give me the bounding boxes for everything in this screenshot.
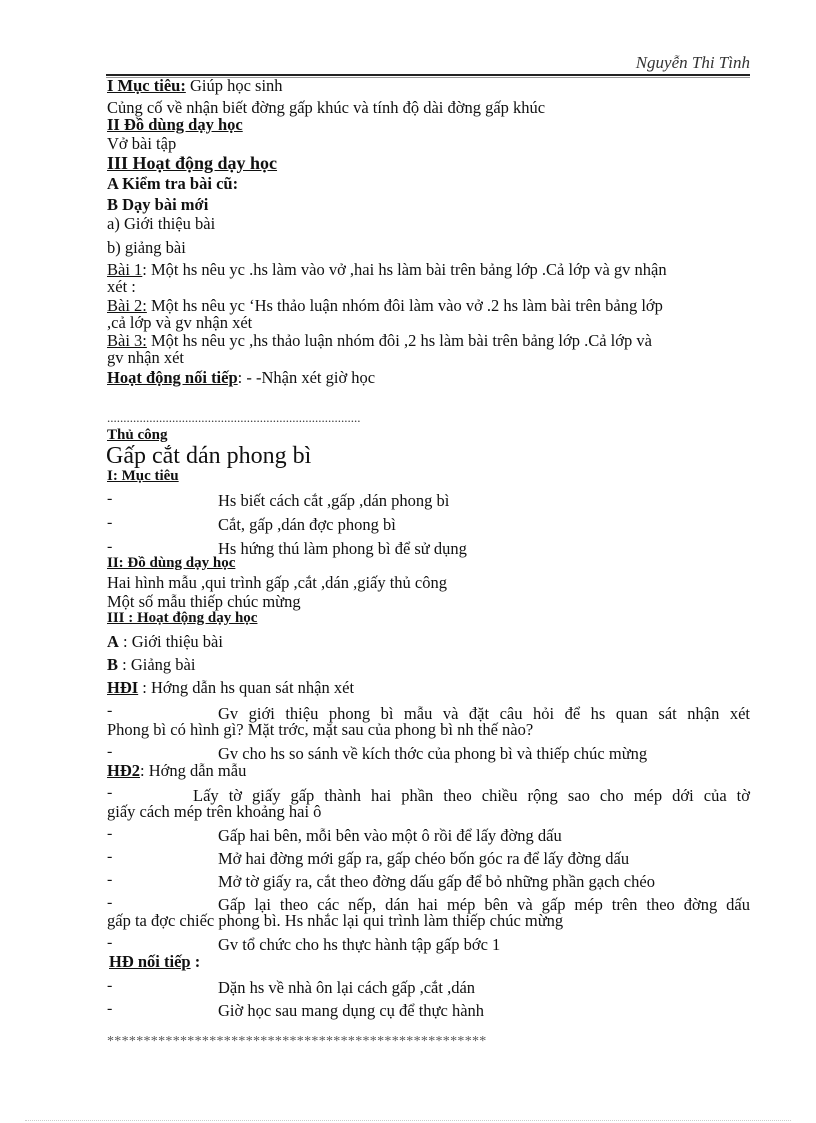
- bullet: -: [107, 538, 113, 555]
- bullet: -: [107, 977, 113, 994]
- bullet: -: [107, 514, 113, 531]
- activity-item: Mở hai đờng mới gấp ra, gấp chéo bốn góc ra để lấy đờng dấu: [218, 849, 630, 868]
- activity-item-cont: gấp ta đợc chiếc phong bì. Hs nhắc lại qui trình làm thiếp chúc mừng: [107, 911, 564, 930]
- bullet: -: [107, 848, 113, 865]
- exercise-3-cont: gv nhận xét: [107, 348, 184, 367]
- follow-up-heading: HĐ nối tiếp :: [109, 952, 201, 971]
- activity-1-heading: HĐI : Hớng dẫn hs quan sát nhận xét: [107, 678, 355, 697]
- intro-item: A : Giới thiệu bài: [107, 632, 223, 651]
- section-heading: III : Hoạt động dạy học: [107, 610, 258, 626]
- separator-dots: ..............................................................................: [107, 410, 361, 425]
- activity-item: Gv tổ chức cho hs thực hành tập gấp bớc 1: [218, 935, 501, 954]
- exercise-2-cont: ,cả lớp và gv nhận xét: [107, 313, 253, 332]
- section-heading: I Mục tiêu:: [107, 76, 186, 95]
- materials-text: Vở bài tập: [107, 134, 177, 153]
- list-item: b) giảng bài: [107, 238, 186, 257]
- end-stars-separator: ****************************************************: [107, 1034, 487, 1049]
- subsection-heading: A Kiểm tra bài cũ:: [107, 174, 239, 193]
- page-bottom-border: [25, 1120, 791, 1121]
- activity-item-cont: Phong bì có hình gì? Mặt trớc, mặt sau của phong bì nh thế nào?: [107, 720, 534, 739]
- exercise-2: Bài 2: Một hs nêu yc ‘Hs thảo luận nhóm đôi làm vào vở .2 hs làm bài trên bảng lớp: [107, 296, 663, 315]
- materials-text: Một số mẫu thiếp chúc mừng: [107, 592, 301, 611]
- bullet: -: [107, 871, 113, 888]
- bullet: -: [107, 490, 113, 507]
- bullet: -: [107, 825, 113, 842]
- exercise-1: Bài 1: Một hs nêu yc .hs làm vào vở ,hai hs làm bài trên bảng lớp .Cả lớp và gv nhận: [107, 260, 667, 279]
- follow-up-item: Giờ học sau mang dụng cụ để thực hành: [218, 1001, 485, 1020]
- lesson-item: B : Giảng bài: [107, 655, 196, 674]
- section-heading: I: Mục tiêu: [107, 468, 179, 484]
- activity-item: Gv giới thiệu phong bì mẫu và đặt câu hỏi để hs quan sát nhận xét: [218, 704, 750, 723]
- objective-item: Hs biết cách cắt ,gấp ,dán phong bì: [218, 491, 450, 510]
- bullet: -: [107, 702, 113, 719]
- follow-up-activity: Hoạt động nối tiếp: - -Nhận xét giờ học: [107, 368, 376, 387]
- activity-item-cont: giấy cách mép trên khoảng hai ô: [107, 802, 322, 821]
- activity-item: Mở tờ giấy ra, cắt theo đờng dấu gấp để bỏ những phần gạch chéo: [218, 872, 655, 891]
- section-heading: III Hoạt động dạy học: [107, 153, 278, 173]
- lesson-title: Gấp cắt dán phong bì: [106, 443, 312, 469]
- bullet: -: [107, 743, 113, 760]
- bullet: -: [107, 894, 113, 911]
- activity-item: Gấp hai bên, mỗi bên vào một ô rồi để lấy đờng dấu: [218, 826, 562, 845]
- bullet: -: [107, 784, 113, 801]
- objective-line: I Mục tiêu: Giúp học sinh: [107, 76, 283, 95]
- objective-text: Củng cố về nhận biết đờng gấp khúc và tính độ dài đờng gấp khúc: [107, 98, 546, 117]
- activity-item: Lấy tờ giấy gấp thành hai phần theo chiều rộng sao cho mép dới của tờ: [193, 786, 750, 805]
- activity-item: Gấp lại theo các nếp, dán hai mép bên và gấp mép trên theo đờng dấu: [218, 895, 750, 914]
- objective-item: Hs hứng thú làm phong bì để sử dụng: [218, 539, 467, 558]
- activity-2-heading: HĐ2: Hớng dẫn mẫu: [107, 761, 247, 780]
- follow-up-item: Dặn hs về nhà ôn lại cách gấp ,cắt ,dán: [218, 978, 476, 997]
- subject-label: Thủ công: [107, 427, 168, 443]
- section-heading: II: Đồ dùng dạy học: [107, 555, 236, 571]
- bullet: -: [107, 934, 113, 951]
- materials-text: Hai hình mẫu ,qui trình gấp ,cắt ,dán ,giấy thủ công: [107, 573, 448, 592]
- objective-item: Cắt, gấp ,dán đợc phong bì: [218, 515, 396, 534]
- exercise-3: Bài 3: Một hs nêu yc ,hs thảo luận nhóm đôi ,2 hs làm bài trên bảng lớp .Cả lớp và: [107, 331, 652, 350]
- list-item: a) Giới thiệu bài: [107, 214, 216, 233]
- exercise-1-cont: xét :: [107, 277, 136, 296]
- subsection-heading: B Dạy bài mới: [107, 195, 209, 214]
- section-heading: II Đồ dùng dạy học: [107, 115, 243, 134]
- bullet: -: [107, 1000, 113, 1017]
- activity-item: Gv cho hs so sánh về kích thớc của phong bì và thiếp chúc mừng: [218, 744, 648, 763]
- header-author: Nguyễn Thi Tình: [635, 53, 750, 72]
